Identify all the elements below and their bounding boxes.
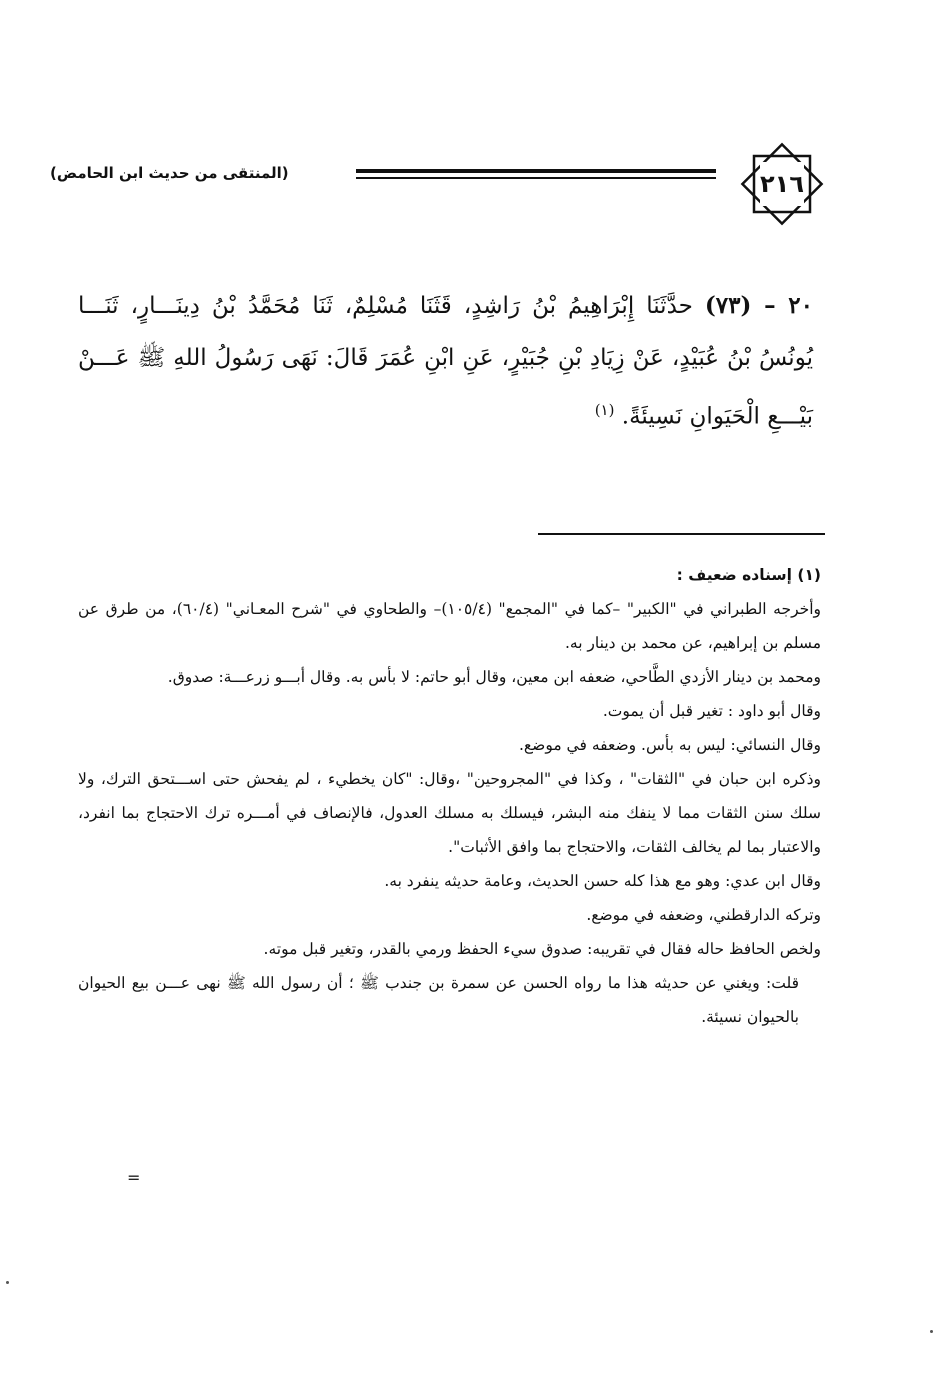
page-number-badge: [736, 138, 828, 230]
footnote-title: (١) إسناده ضعيف :: [676, 566, 821, 584]
hadith-body: حدَّثَنَا إِبْرَاهِيمُ بْنُ رَاشِدٍ، قَثَنَا مُسْلِمٌ، ثَنَا مُحَمَّدُ بْنُ دِينَـــارٍ، ثَنَـــا يُونُسُ بْنُ عُبَيْدٍ، عَنْ زِيَادِ بْنِ جُبَيْرٍ، عَنِ ابْنِ عُمَرَ قَالَ: نَهَى رَسُولُ اللهِ ﷺ عَـــنْ بَيْـــعِ الْحَيَوانِ نَسِيئَةً.: [78, 293, 813, 430]
page-number: ٢١٦: [760, 170, 804, 198]
scan-speck: [6, 1281, 9, 1284]
book-title: (المنتقى من حديث ابن الحامض): [50, 164, 289, 182]
header-double-rule: [356, 169, 716, 180]
header-rule-thick: [356, 169, 716, 173]
footnote-paragraph: وأخرجه الطبراني في "الكبير" –كما في "المجمع" (١٠٥/٤)– والطحاوي في "شرح المعـاني" (٦٠/٤)، من طرق عن مسلم بن إبراهيم، عن محمد بن دينار به.: [78, 600, 821, 652]
footnote-paragraph: ولخص الحافظ حاله فقال في تقريبه: صدوق سيء الحفظ ورمي بالقدر، وتغير قبل موته.: [263, 940, 821, 958]
hadith-number: ٢٠ – (٧٣): [704, 292, 814, 319]
footnote-paragraph: ومحمد بن دينار الأزدي الطَّاحي، ضعفه ابن معين، وقال أبو حاتم: لا بأس به. وقال أبـــو زرعـــة: صدوق.: [167, 668, 821, 686]
header-rule-thin: [356, 177, 716, 179]
footnote-paragraph: وقال النسائي: ليس به بأس. وضعفه في موضع.: [518, 736, 821, 754]
footnote-reference: (١): [594, 401, 615, 419]
footnote-paragraph: وتركه الدارقطني، وضعفه في موضع.: [586, 906, 821, 924]
footnotes-block: [78, 558, 821, 1034]
footnote-closing: قلت: ويغني عن حديثه هذا ما رواه الحسن عن سمرة بن جندب ﷺ ؛ أن رسول الله ﷺ نهى عـــن بيع الحيوان بالحيوان نسيئة.: [78, 974, 799, 1026]
footnote-paragraph: وقال أبو داود : تغير قبل أن يموت.: [602, 702, 821, 720]
stray-mark: =: [127, 1168, 141, 1187]
footnote-separator: [538, 533, 825, 535]
hadith-text-block: [78, 280, 813, 443]
scan-speck: [930, 1330, 933, 1333]
footnote-paragraph: وقال ابن عدي: وهو مع هذا كله حسن الحديث، وعامة حديثه ينفرد به.: [384, 872, 821, 890]
footnote-paragraph: وذكره ابن حبان في "الثقات" ، وكذا في "المجروحين" ،وقال: "كان يخطيء ، لم يفحش حتى اســـتحق الترك، ولا سلك سنن الثقات مما لا ينفك منه البشر، فيسلك به مسلك العدول، فالإنصاف في أمـــره ترك الاحتجاج بما انفرد، والاعتبار بما لم يخالف الثقات، والاحتجاج بما وافق الأثبات".: [78, 770, 821, 856]
